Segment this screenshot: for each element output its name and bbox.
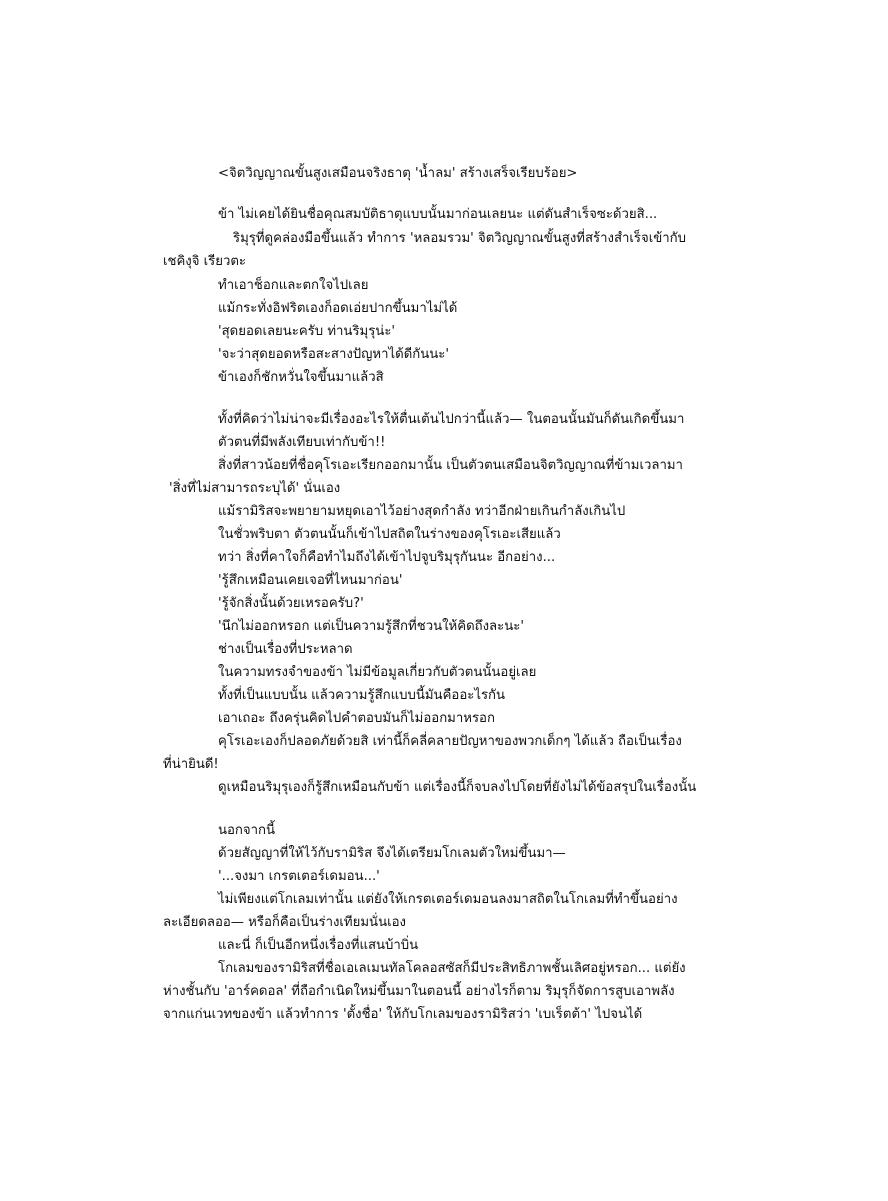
paragraph-line: โกเลมของรามิริสที่ชื่อเอเลเมนทัลโคลอสซัสก็มีประสิทธิภาพชั้นเลิศอยู่หรอก... แต่ยัง xyxy=(218,961,686,976)
paragraph-line: 'สิ่งที่ไม่สามารถระบุได้' นั่นเอง xyxy=(169,481,341,496)
paragraph-line: ห่างชั้นกับ 'อาร์คดอล' ที่ถือกำเนิดใหม่ขึ้นมาในตอนนี้ อย่างไรก็ตาม ริมุรุก็จัดการสูบเอาพลัง xyxy=(163,984,675,999)
paragraph-line: ละเอียดลออ— หรือก็คือเป็นร่างเทียมนั่นเอง xyxy=(163,915,406,930)
dialogue-line: 'รู้สึกเหมือนเคยเจอที่ไหนมาก่อน' xyxy=(218,573,403,588)
dialogue-line: 'สุดยอดเลยนะครับ ท่านริมุรุน่ะ' xyxy=(218,324,396,339)
paragraph-line: ไม่เพียงแต่โกเลมเท่านั้น แต่ยังให้เกรตเตอร์เดมอนลงมาสถิตในโกเลมที่ทำขึ้นอย่าง xyxy=(218,892,678,907)
paragraph-line: ด้วยสัญญาที่ให้ไว้กับรามิริส จึงได้เตรียมโกเลมตัวใหม่ขึ้นมา— xyxy=(218,846,566,861)
paragraph-line: ดูเหมือนริมุรุเองก็รู้สึกเหมือนกับข้า แต่เรื่องนี้ก็จบลงไปโดยที่ยังไม่ได้ข้อสรุปในเรื่องนั้น xyxy=(218,780,697,795)
paragraph-line: เอาเถอะ ถึงครุ่นคิดไปคำตอบมันก็ไม่ออกมาหรอก xyxy=(218,711,495,726)
paragraph-line: แม้กระทั่งอิฟริตเองก็อดเอ่ยปากขึ้นมาไม่ได้ xyxy=(218,301,458,316)
system-announcement-line: <จิตวิญญาณขั้นสูงเสมือนจริงธาตุ 'น้ำลม' สร้างเสร็จเรียบร้อย> xyxy=(218,166,578,181)
paragraph-line: นอกจากนี้ xyxy=(218,823,276,838)
paragraph-line: ในชั่วพริบตา ตัวตนนั้นก็เข้าไปสถิตในร่างของคุโรเอะเสียแล้ว xyxy=(218,527,561,542)
paragraph-line: แม้รามิริสจะพยายามหยุดเอาไว้อย่างสุดกำลัง ทว่าอีกฝ่ายเกินกำลังเกินไป xyxy=(218,504,626,519)
paragraph-line: คุโรเอะเองก็ปลอดภัยด้วยสิ เท่านี้ก็คลี่คลายปัญหาของพวกเด็กๆ ได้แล้ว ถือเป็นเรื่อง xyxy=(218,734,682,749)
paragraph-line: ทั้งที่เป็นแบบนั้น แล้วความรู้สึกแบบนี้มันคืออะไรกัน xyxy=(218,688,506,703)
paragraph-line: ทั้งที่คิดว่าไม่น่าจะมีเรื่องอะไรให้ตื่นเต้นไปกว่านี้แล้ว— ในตอนนั้นมันก็ดันเกิดขึ้นมา xyxy=(218,412,685,427)
paragraph-line: และนี่ ก็เป็นอีกหนึ่งเรื่องที่แสนบ้าบิ่น xyxy=(218,938,419,953)
paragraph-line: ข้า ไม่เคยได้ยินชื่อคุณสมบัติธาตุแบบนั้นมาก่อนเลยนะ แต่ดันสำเร็จซะด้วยสิ... xyxy=(218,207,658,222)
paragraph-line: ช่างเป็นเรื่องที่ประหลาด xyxy=(218,642,353,657)
dialogue-line: 'จะว่าสุดยอดหรือสะสางปัญหาได้ดีกันนะ' xyxy=(218,347,449,362)
paragraph-line: ข้าเองก็ชักหวั่นใจขึ้นมาแล้วสิ xyxy=(218,370,384,385)
dialogue-line: 'รู้จักสิ่งนั้นด้วยเหรอครับ?' xyxy=(218,596,364,611)
paragraph-line: เชคิงุจิ เรียวตะ xyxy=(163,254,247,269)
paragraph-line: ทำเอาช็อกและตกใจไปเลย xyxy=(218,278,369,293)
paragraph-line: ตัวตนที่มีพลังเทียบเท่ากับข้า!! xyxy=(218,435,386,450)
dialogue-line: 'นึกไม่ออกหรอก แต่เป็นความรู้สึกที่ชวนให้คิดถึงละนะ' xyxy=(218,619,524,634)
paragraph-line: ริมุรุที่ดูคล่องมือขึ้นแล้ว ทำการ 'หลอมรวม' จิตวิญญาณขั้นสูงที่สร้างสำเร็จเข้ากับ xyxy=(233,231,687,246)
paragraph-line: ที่น่ายินดี! xyxy=(163,757,219,772)
paragraph-line: ทว่า สิ่งที่คาใจก็คือทำไมถึงได้เข้าไปจูบริมุรุกันนะ อีกอย่าง... xyxy=(218,550,556,565)
dialogue-line: '...จงมา เกรตเตอร์เดมอน...' xyxy=(218,869,380,884)
paragraph-line: สิ่งที่สาวน้อยที่ชื่อคุโรเอะเรียกออกมานั้น เป็นตัวตนเสมือนจิตวิญญาณที่ข้ามเวลามา xyxy=(218,458,683,473)
paragraph-line: ในความทรงจำของข้า ไม่มีข้อมูลเกี่ยวกับตัวตนนั้นอยู่เลย xyxy=(218,665,537,680)
paragraph-line: จากแก่นเวทของข้า แล้วทำการ 'ตั้งชื่อ' ให้กับโกเลมของรามิริสว่า 'เบเร็ตต้า' ไปจนได้ xyxy=(163,1007,643,1022)
